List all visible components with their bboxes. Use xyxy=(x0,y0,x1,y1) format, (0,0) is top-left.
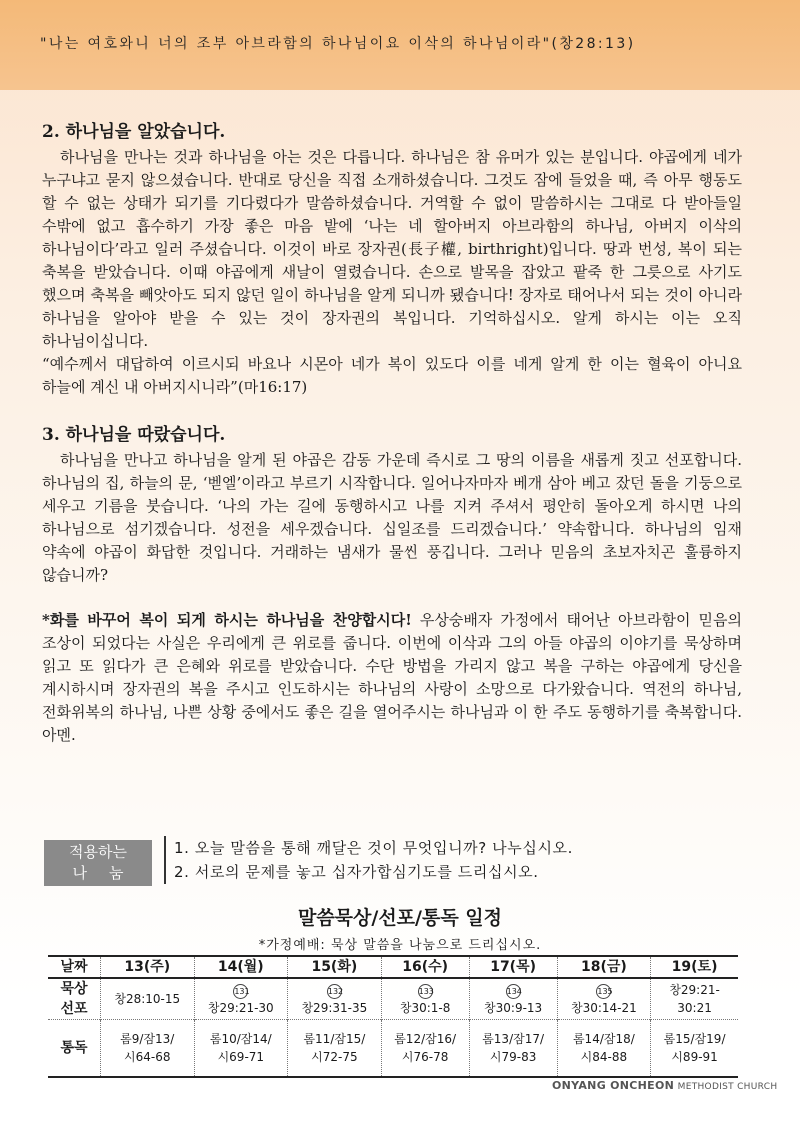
passage-text: 창30:14-21 xyxy=(570,1001,637,1015)
schedule-cell xyxy=(101,1020,195,1078)
reading-number-badge: 134 xyxy=(506,984,521,999)
header-cell: 16(수) xyxy=(381,956,469,978)
schedule-header-row xyxy=(48,956,738,978)
passage-text: 창29:31-35 xyxy=(301,1001,368,1015)
section-3-body: 하나님을 만나고 하나님을 알게 된 야곱은 감동 가운데 즉시로 그 땅의 이름을 새롭게 짓고 선포합니다. 하나님의 집, 하늘의 문, ‘벧엘’이라고 부르기 시작합니다. 일어나자마자 베개 삼아 베고 잤던 돌을 기둥으로 세우고 기름을 붓습니다. ‘나의 가는 길에 동행하시고 나를 지켜 주셔서 평안히 돌아오게 하시면 나의 하나님으로 섬기겠습니다. 성전을 세우겠습니다. 십일조를 드리겠습니다.’ 약속합니다. 하나님의 임재 약속에 야곱이 화답한 것입니다. 거래하는 냄새가 물씬 풍깁니다. 그러나 믿음의 초보자치곤 훌륭하지 않습니까? xyxy=(42,451,742,584)
schedule-cell xyxy=(101,978,195,1020)
reading-line: 시79-83 xyxy=(489,1050,537,1064)
reading-line: 시64-68 xyxy=(124,1050,171,1064)
church-footer xyxy=(552,1079,777,1092)
schedule-cell xyxy=(651,1020,738,1078)
passage-text: 창30:1-8 xyxy=(399,1001,451,1015)
header-cell: 14(월) xyxy=(194,956,288,978)
closing-text: 우상숭배자 가정에서 태어난 아브라함이 믿음의 조상이 되었다는 사실은 우리에게 큰 위로를 줍니다. 이번에 이삭과 그의 아들 야곱의 이야기를 묵상하며 읽고 또 읽다가 큰 은혜와 위로를 받았습니다. 수단 방법을 가리지 않고 복을 구하는 야곱에게 당신을 계시하시며 장자권의 복을 주시고 인도하시는 하나님의 사랑이 소망으로 다가왔습니다. 역전의 하나님, 전화위복의 하나님, 나쁜 상황 중에서도 좋은 길을 열어주시는 하나님과 이 한 주도 동행하기를 축복합니다. 아멘. xyxy=(42,611,742,744)
row-label-meditation: 묵상 xyxy=(60,981,88,997)
reading-line: 시84-88 xyxy=(580,1050,628,1064)
section-2-verse: “예수께서 대답하여 이르시되 바요나 시몬아 네가 복이 있도다 이를 네게 알게 한 이는 혈육이 아니요 하늘에 계신 내 아버지시니라”(마16:17) xyxy=(42,355,742,396)
reading-line: 시69-71 xyxy=(217,1050,265,1064)
schedule-cell xyxy=(381,1020,469,1078)
section-2-title: 2. 하나님을 알았습니다. xyxy=(42,122,226,142)
reading-line: 롬9/잠13/ xyxy=(120,1032,175,1046)
schedule-cell xyxy=(381,978,469,1020)
passage-text: 창28:10-15 xyxy=(114,992,181,1006)
schedule-cell xyxy=(194,978,288,1020)
schedule-cell xyxy=(557,978,651,1020)
schedule-table xyxy=(48,955,738,1078)
apply-list xyxy=(164,836,754,884)
reading-line: 롬15/잠19/ xyxy=(663,1032,726,1046)
reading-number-badge: 133 xyxy=(418,984,433,999)
main-content xyxy=(42,118,742,747)
reading-line: 시72-75 xyxy=(311,1050,358,1064)
schedule-title: 말씀묵상/선포/통독 일정 xyxy=(297,907,503,929)
reading-line: 롬12/잠16/ xyxy=(394,1032,457,1046)
row-label xyxy=(48,978,101,1020)
header-cell: 15(화) xyxy=(288,956,382,978)
church-brand: ONYANG ONCHEON xyxy=(552,1079,675,1092)
row-label-reading: 통독 xyxy=(60,1040,88,1056)
reading-number-badge: 135 xyxy=(596,984,611,999)
reading-line: 롬13/잠17/ xyxy=(482,1032,545,1046)
schedule-cell xyxy=(288,1020,382,1078)
schedule-cell xyxy=(194,1020,288,1078)
header-cell: 18(금) xyxy=(557,956,651,978)
reading-number-badge: 132 xyxy=(327,984,342,999)
passage-text: 창29:21- 30:21 xyxy=(669,983,720,1015)
closing-bold: *화를 바꾸어 복이 되게 하시는 하나님을 찬양합시다! xyxy=(42,611,412,629)
section-3-title: 3. 하나님을 따랐습니다. xyxy=(42,425,226,445)
apply-item: 2. 서로의 문제를 놓고 십자가합심기도를 드리십시오. xyxy=(174,863,539,881)
reading-line: 시89-91 xyxy=(671,1050,718,1064)
passage-text: 창30:9-13 xyxy=(484,1001,543,1015)
apply-label-line2: 나눔 xyxy=(72,864,146,882)
apply-item: 1. 오늘 말씀을 통해 깨달은 것이 무엇입니까? 나누십시오. xyxy=(174,839,573,857)
schedule-cell xyxy=(469,1020,557,1078)
row-label-proclaim: 선포 xyxy=(60,1001,88,1017)
section-2-body: 하나님을 만나는 것과 하나님을 아는 것은 다릅니다. 하나님은 참 유머가 있는 분입니다. 야곱에게 네가 누구냐고 묻지 않으셨습니다. 반대로 당신을 직접 소개하셨습니다. 그것도 잠에 들었을 때, 즉 아무 행동도 할 수 없는 상태가 되기를 기다렸다가 말씀하셨습니다. 거역할 수 없이 말씀하시는 그대로 다 받아들일 수밖에 없고 흡수하기 가장 좋은 마음 밭에 ‘나는 네 할아버지 아브라함의 하나님, 아버지 이삭의 하나님이다’라고 일러 주셨습니다. 이것이 바로 장자권(長子權, birthright)입니다. 땅과 번성, 복이 되는 축복을 받았습니다. 이때 야곱에게 새날이 열렸습니다. 손으로 발목을 잡았고 팥죽 한 그릇으로 사기도 했으며 축복을 빼앗아도 되지 않던 일이 하나님을 알게 되니까 됐습니다! 장자로 태어나서 되는 것이 아니라 하나님을 알아야 받을 수 있는 것이 장자권의 복입니다. 기억하십시오. 알게 하시는 이는 오직 하나님이십니다. xyxy=(42,148,742,350)
banner-quote: "나는 여호와니 너의 조부 아브라함의 하나님이요 이삭의 하나님이라"(창28:13) xyxy=(40,36,636,52)
passage-text: 창29:21-30 xyxy=(207,1001,274,1015)
schedule-cell xyxy=(469,978,557,1020)
reading-line: 시76-78 xyxy=(401,1050,449,1064)
header-cell: 날짜 xyxy=(48,956,101,978)
row-label xyxy=(48,1020,101,1078)
schedule-cell xyxy=(288,978,382,1020)
reading-line: 롬14/잠18/ xyxy=(572,1032,635,1046)
reading-line: 롬11/잠15/ xyxy=(303,1032,366,1046)
schedule-cell xyxy=(557,1020,651,1078)
meditation-row xyxy=(48,978,738,1020)
reading-row xyxy=(48,1020,738,1078)
church-suffix: METHODIST CHURCH xyxy=(677,1082,778,1092)
reading-line: 롬10/잠14/ xyxy=(209,1032,272,1046)
apply-label-box xyxy=(44,840,152,886)
closing-paragraph xyxy=(42,609,742,747)
header-cell: 17(목) xyxy=(469,956,557,978)
application-section xyxy=(44,836,764,886)
schedule-subtitle: *가정예배: 묵상 말씀을 나눔으로 드리십시오. xyxy=(258,938,542,953)
header-cell: 13(주) xyxy=(101,956,195,978)
header-cell: 19(토) xyxy=(651,956,738,978)
schedule-cell xyxy=(651,978,738,1020)
reading-number-badge: 131 xyxy=(233,984,248,999)
apply-label-line1: 적용하는 xyxy=(69,843,127,861)
